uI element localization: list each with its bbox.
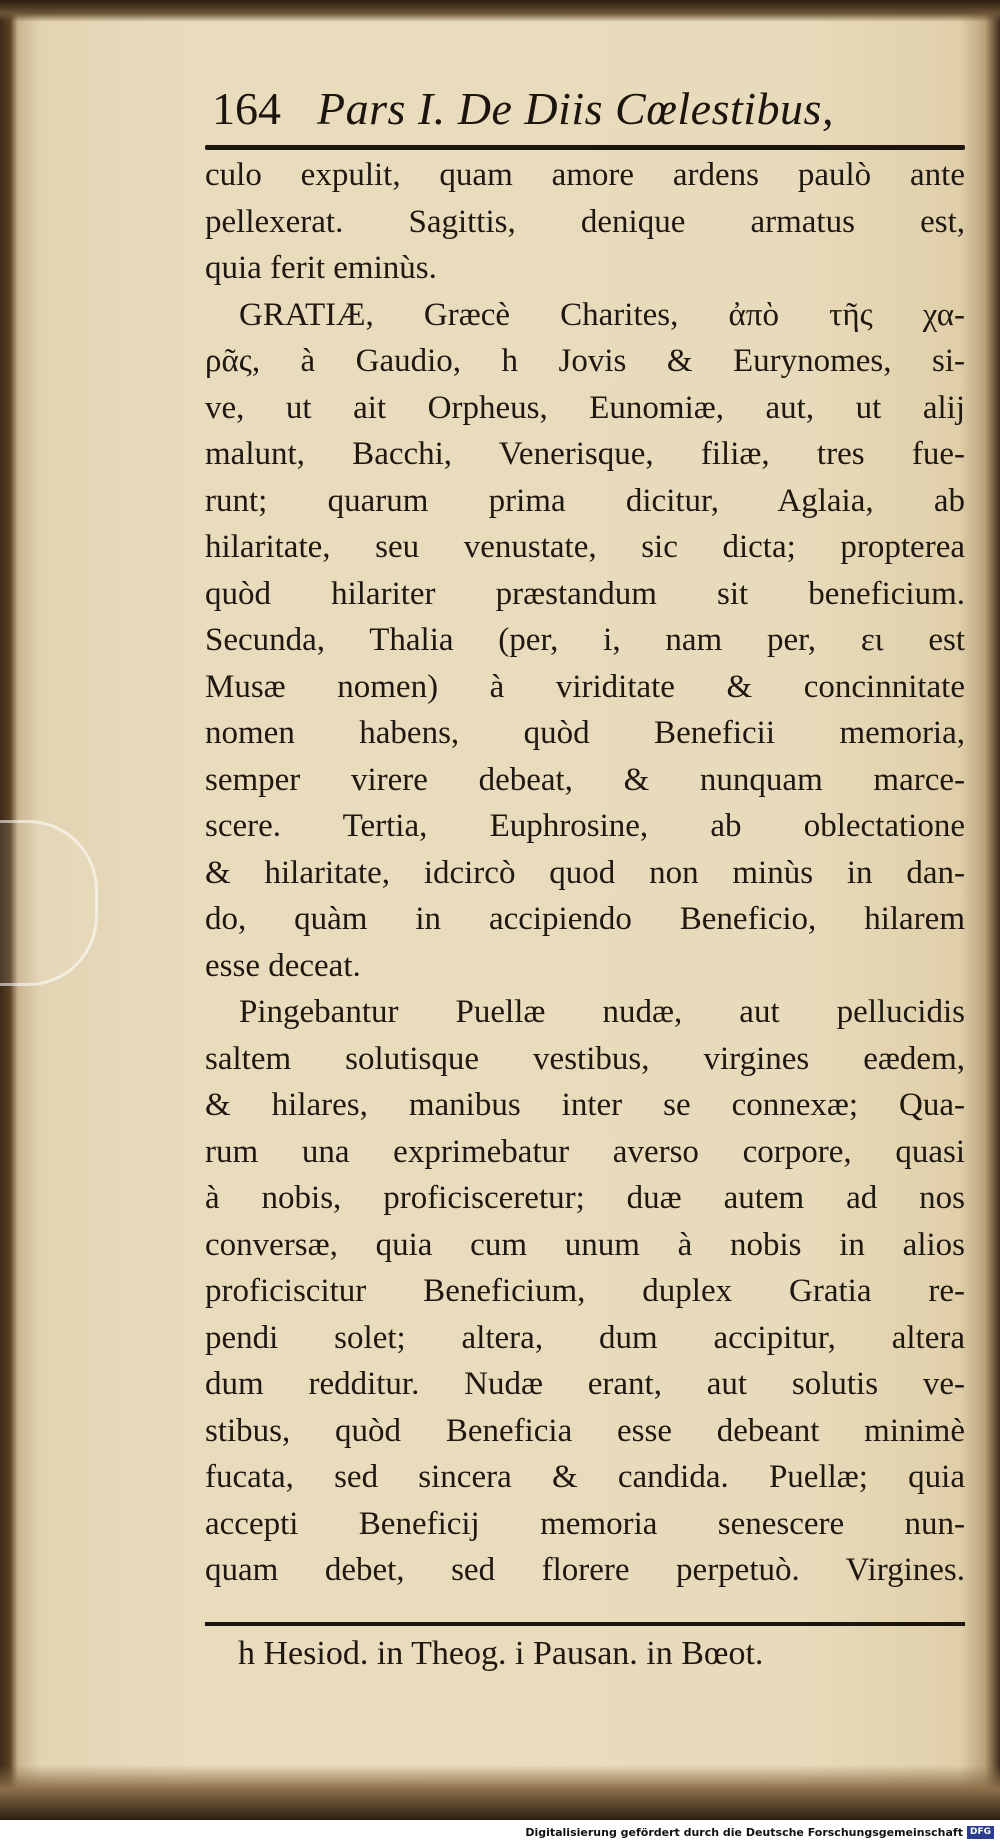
- body-text: [205, 152, 965, 1594]
- text-line: conversæ, quia cum unum à nobis in alios: [205, 1226, 965, 1263]
- text-line: Musæ nomen) à viriditate & concinnitate: [205, 668, 965, 705]
- text-line: Secunda, Thalia (per, i, nam per, ει est: [205, 622, 965, 658]
- running-title: Pars I. De Diis Cœlestibus,: [317, 83, 834, 134]
- text-line: dum redditur. Nudæ erant, aut solutis ve-: [205, 1366, 965, 1402]
- digitization-credit: [0, 1820, 1000, 1845]
- text-line: stibus, quòd Beneficia esse debeant minimè: [205, 1412, 965, 1449]
- text-line: saltem solutisque vestibus, virgines eædem,: [205, 1040, 965, 1077]
- header-rule: [205, 145, 965, 150]
- text-line: Pingebantur Puellæ nudæ, aut pellucidis: [239, 994, 965, 1030]
- text-line: scere. Tertia, Euphrosine, ab oblectatione: [205, 808, 965, 844]
- page-number: 164: [212, 83, 281, 134]
- text-line: ve, ut ait Orpheus, Eunomiæ, aut, ut alij: [205, 389, 965, 426]
- text-line: quia ferit eminùs.: [205, 250, 437, 286]
- text-line: GRATIÆ, Græcè Charites, ἀπὸ τῆς χα-: [239, 296, 965, 333]
- text-line: à nobis, proficisceretur; duæ autem ad nos: [205, 1180, 965, 1216]
- text-line: & hilares, manibus inter se connexæ; Qua-: [205, 1087, 965, 1123]
- text-line: do, quàm in accipiendo Beneficio, hilarem: [205, 901, 965, 937]
- text-line: quam debet, sed florere perpetuò. Virgines.: [205, 1552, 965, 1588]
- text-line: pendi solet; altera, dum accipitur, altera: [205, 1319, 965, 1356]
- text-line: & hilaritate, idcircò quod non minùs in dan-: [205, 854, 965, 891]
- running-header: [212, 82, 972, 146]
- text-line: ρᾶς, à Gaudio, h Jovis & Eurynomes, si-: [205, 343, 965, 379]
- text-line: proficiscitur Beneficium, duplex Gratia re-: [205, 1273, 965, 1309]
- credit-text: Digitalisierung gefördert durch die Deutsche Forschungsgemeinschaft: [525, 1826, 963, 1839]
- text-line: semper virere debeat, & nunquam marce-: [205, 761, 965, 798]
- text-line: accepti Beneficij memoria senescere nun-: [205, 1505, 965, 1542]
- text-line: quòd hilariter præstandum sit beneficium.: [205, 575, 965, 612]
- footnote: h Hesiod. in Theog. i Pausan. in Bœot.: [238, 1635, 764, 1672]
- text-line: fucata, sed sincera & candida. Puellæ; quia: [205, 1459, 965, 1495]
- footnote-rule: [205, 1622, 965, 1626]
- text-line: malunt, Bacchi, Venerisque, filiæ, tres fue-: [205, 436, 965, 472]
- text-line: esse deceat.: [205, 947, 361, 984]
- text-line: hilaritate, seu venustate, sic dicta; propterea: [205, 529, 965, 565]
- dfg-logo: DFG: [967, 1826, 994, 1839]
- book-bottom-edge: [0, 1765, 1000, 1820]
- text-line: nomen habens, quòd Beneficii memoria,: [205, 715, 965, 751]
- text-line: pellexerat. Sagittis, denique armatus est,: [205, 203, 965, 240]
- text-line: rum una exprimebatur averso corpore, quasi: [205, 1133, 965, 1170]
- text-line: runt; quarum prima dicitur, Aglaia, ab: [205, 482, 965, 519]
- text-line: culo expulit, quam amore ardens paulò ante: [205, 157, 965, 193]
- book-top-edge: [0, 0, 1000, 22]
